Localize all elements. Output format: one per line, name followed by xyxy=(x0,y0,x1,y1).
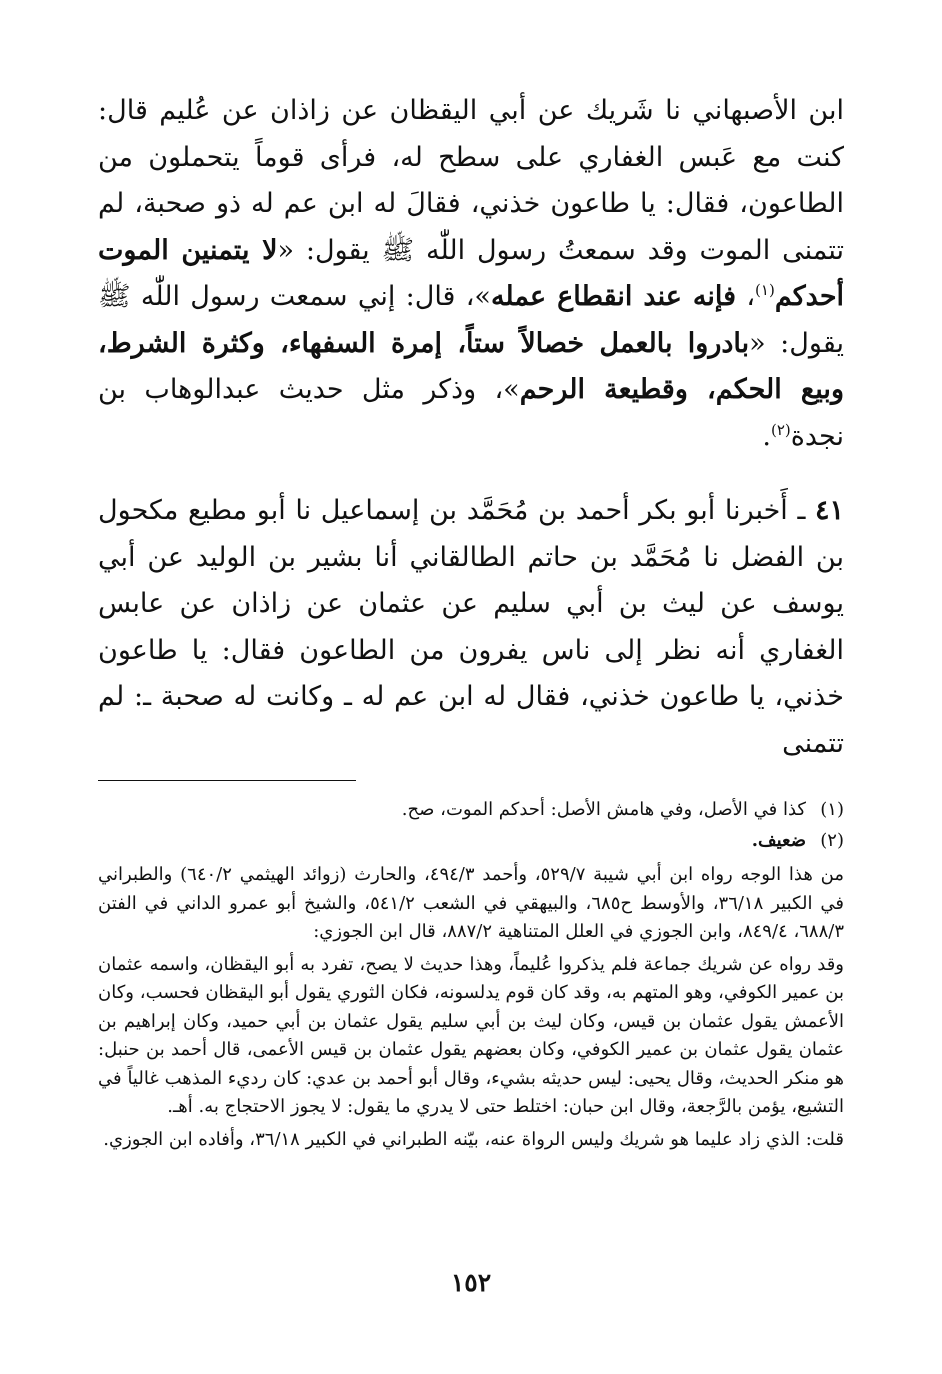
main-text xyxy=(98,88,844,767)
footnote-1 xyxy=(98,796,844,825)
hadith-quote-bold: بادروا بالعمل خصالاً ستاً، إمرة السفهاء، وكثرة الشرط، وبيع الحكم، وقطيعة الرحم xyxy=(98,327,844,405)
footnote-2-para-quote: وقد رواه عن شريك جماعة فلم يذكروا عُليماً، وهذا حديث لا يصح، تفرد به أبو اليقظان، واسمه عثمان بن عمير الكوفي، وهو المتهم به، وقد كان قوم يدلسونه، فكان الثوري يقول أبو اليقظان فحسب، وكان الأعمش يقول عثمان بن قيس، وكان ليث بن أبي سليم يقول عثمان بن أبي حميد، وكان إبراهيم بن عثمان يقول عثمان بن عمير الكوفي، وكان بعضهم يقول عثمان بن قيس الأعمى، قال أحمد بن حنبل: هو منكر الحديث، وقال يحيى: ليس حديثه بشيء، وقال أبو أحمد بن عدي: كان رديء المذهب غالياً في التشيع، يؤمن بالرَّجعة، وقال ابن حبان: اختلط حتى لا يدري ما يقول: لا يجوز الاحتجاج به. أهـ. xyxy=(98,953,844,1117)
footnote-2-para-note: قلت: الذي زاد عليما هو شريك وليس الرواة عنه، بيّنه الطبراني في الكبير ٣٦/١٨، وأفاده ابن الجوزي. xyxy=(103,1128,844,1150)
page-number: ١٥٢ xyxy=(450,1268,492,1297)
footnote-heading: ضعيف. xyxy=(751,829,806,851)
footnote-ref-2: (٢) xyxy=(770,420,791,439)
text-run: »، وذكر مثل حديث عبدالوهاب بن نجدة xyxy=(98,374,844,452)
text-run: ابن الأصبهاني نا شَريك عن أبي اليقظان عن زاذان عن عُليم قال: كنت مع عَبس الغفاري على سطح له، فرأى قوماً يتحملون من الطاعون، فقال: يا طاعون خذني، فقالَ له ابن عم له ذو صحبة، لم تتمنى الموت وقد سمعتُ رسول اللّٰه ﷺ يقول: « xyxy=(98,95,844,266)
hadith-quote-bold: لا يتمنين الموت أحدكم xyxy=(98,234,845,312)
footnote-label: (١) xyxy=(820,799,844,820)
text-run: »، قال: إني سمعت رسول اللّٰه ﷺ يقول: « xyxy=(98,281,844,359)
footnote-label: (٢) xyxy=(820,829,844,851)
footnote-ref-1: (١) xyxy=(755,281,775,299)
paragraph-hadith-41 xyxy=(98,488,844,767)
footnote-2-para-sources: من هذا الوجه رواه ابن أبي شيبة ٥٢٩/٧، وأحمد ٤٩٤/٣، والحارث (زوائد الهيثمي ٦٤٠/٢) والطبراني في الكبير ٣٦/١٨، والأوسط ح٦٨٥، والبيهقي في الشعب ٥٤١/٢، والشيخ أبو عمرو الداني في الفتن ٦٨٨/٣، ٨٤٩/٤، وابن الجوزي في العلل المتناهية ٨٨٧/٢، قال ابن الجوزي: xyxy=(98,864,844,942)
hadith-number: ٤١ xyxy=(814,495,844,526)
footnote-2 xyxy=(98,827,844,856)
text-run: . xyxy=(762,420,771,452)
text-run: ـ أَخبرنا أبو بكر أحمد بن مُحَمَّد بن إسماعيل نا أبو مطيع مكحول بن الفضل نا مُحَمَّد بن حاتم الطالقاني أنا بشير بن الوليد عن أبي يوسف عن ليث بن أبي سليم عن عثمان عن زاذان عن عابس الغفاري أنه نظر إلى ناس يفرون من الطاعون فقال: يا طاعون خذني، يا طاعون خذني، فقال له ابن عم له ـ وكانت له صحبة ـ: لم تتمنى xyxy=(98,495,844,759)
footnotes xyxy=(98,796,844,1154)
paragraph-continuation xyxy=(98,88,844,460)
book-page xyxy=(98,88,845,1150)
footnote-separator xyxy=(98,780,356,781)
footnote-text: كذا في الأصل، وفي هامش الأصل: أحدكم الموت، صح. xyxy=(401,799,806,820)
hadith-quote-bold: فإنه عند انقطاع عمله xyxy=(490,281,737,312)
text-run: ، xyxy=(736,281,756,312)
